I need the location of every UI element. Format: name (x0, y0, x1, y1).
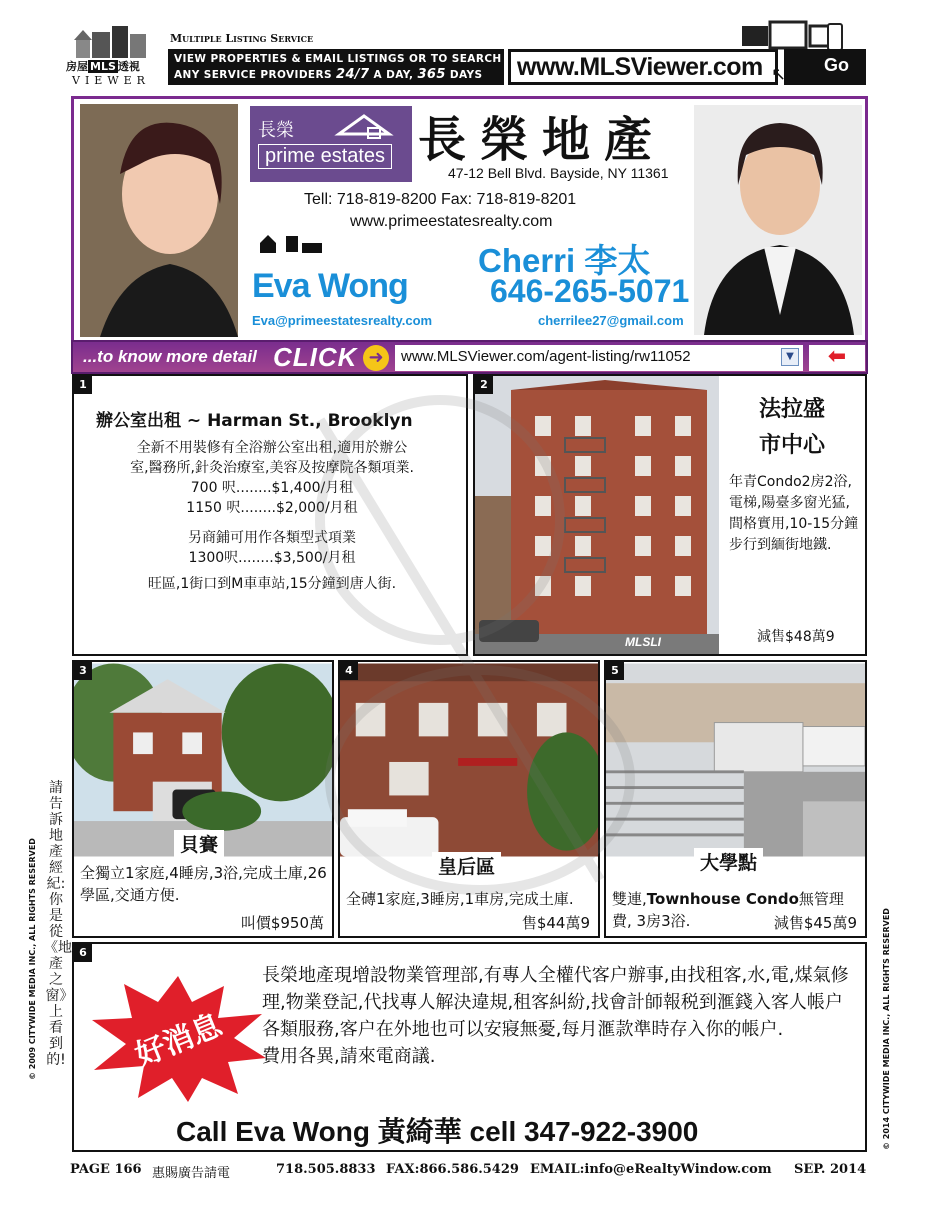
site-url-link[interactable]: www.MLSViewer.com (508, 49, 778, 85)
side-copyright-right: © 2014 CITYWIDE MEDIA INC., ALL RIGHTS RESERVED (882, 908, 891, 1150)
click-prompt: ...to know more detail (83, 347, 257, 366)
click-button[interactable]: CLICK (273, 342, 358, 372)
agent-card (71, 96, 868, 344)
listing-title: 辦公室出租 ~ Harman St., Brooklyn (96, 411, 413, 431)
cursor-arrow-icon: ↖ (771, 64, 787, 85)
listing-area-tag: 皇后區 (432, 852, 501, 879)
arrow-right-icon[interactable]: ➜ (363, 345, 389, 371)
footer-ad-cn: 惠賜廣告請電 (152, 1166, 231, 1181)
listing-line: 另商鋪可用作各類型式項業 (188, 530, 356, 546)
agent1-email[interactable]: Eva@primeestatesrealty.com (252, 313, 433, 328)
go-button[interactable]: Go (784, 49, 866, 85)
listing-url-field[interactable]: www.MLSViewer.com/agent-listing/rw11052 (395, 345, 803, 371)
listing-6-news (72, 942, 867, 1152)
listing-line: 700 呎........$1,400/月租 (190, 480, 354, 496)
listing-desc: 年青Condo2房2浴,電梯,陽臺多窗光猛,間格實用,10-15分鐘步行到緬街地鐵. (729, 474, 859, 553)
listing-number: 2 (475, 376, 493, 394)
agent2-name: Cherri 李太 (478, 242, 651, 279)
agent1-name: Eva Wong (252, 267, 408, 305)
service-title: Multiple Listing Service (170, 32, 314, 45)
listing-photo (475, 376, 719, 656)
news-body-text2: 費用各異,請來電商議. (262, 1046, 436, 1067)
footer-phone: 718.505.8833 (276, 1162, 376, 1177)
footer-email[interactable]: EMAIL:info@eRealtyWindow.com (530, 1162, 772, 1177)
side-vertical-note: 請告訴地產經紀:你是從《地產之窗》上看到的! (44, 780, 72, 1068)
listing-3[interactable] (72, 660, 334, 938)
listing-number: 4 (340, 662, 358, 680)
listing-2[interactable] (473, 374, 867, 656)
mlsli-photo-mark: MLSLI (625, 635, 661, 649)
agent2-email[interactable]: cherrilee27@gmail.com (538, 313, 684, 328)
equal-housing-realtor-icon (258, 233, 328, 255)
listing-line: 室,醫務所,針灸治療室,美容及按摩院各類項業. (130, 460, 414, 476)
tagline-line1: VIEW PROPERTIES & EMAIL LISTINGS OR TO SEARCH (174, 53, 502, 65)
listing-number: 3 (74, 662, 92, 680)
news-body (262, 962, 858, 1070)
burst-text: 好消息 (130, 1007, 227, 1074)
call-to-action: Call Eva Wong 黃綺華 cell 347-922-3900 (176, 1116, 699, 1147)
listing-number: 1 (74, 376, 92, 394)
mls-viewer-logo[interactable] (66, 24, 162, 87)
agent-photo-cherri (694, 105, 862, 335)
footer-page: PAGE 166 (70, 1162, 142, 1177)
listing-line: 1150 呎........$2,000/月租 (186, 500, 358, 516)
logo-cn-text: 房屋 MLS 透視 (66, 60, 140, 73)
listing-line: 旺區,1街口到M車車站,15分鐘到唐人街. (147, 576, 397, 592)
listing-area-tag: 貝賽 (174, 830, 224, 857)
listing-price: 叫價$950萬 (240, 914, 324, 932)
listing-body (86, 438, 458, 594)
listing-photo (74, 662, 332, 858)
listing-1 (72, 374, 468, 656)
listing-price: 減售$48萬9 (757, 629, 835, 645)
listing-desc: 全磚1家庭,3睡房,1車房,完成土庫. (346, 890, 574, 908)
news-body-text: 長榮地產現增設物業管理部,有專人全權代客户辦事,由找租客,水,電,煤氣修理,物業登記,代找專人解決違規,租客糾紛,找會計師報税到滙錢入客人帳户各類服務,客户在外地也可以安寢無憂,每月滙款準時存入你的帳户. (262, 965, 849, 1040)
footer-fax: FAX:866.586.5429 (386, 1162, 519, 1177)
company-name-cn: 長榮地產 (418, 112, 667, 168)
prime-estates-logo (250, 106, 412, 182)
listing-number: 6 (74, 944, 92, 962)
listing-area-tag: 大學點 (694, 848, 763, 875)
footer-date: SEP. 2014 (794, 1162, 867, 1177)
logo-viewer-text: VIEWER (72, 74, 150, 87)
chevron-down-icon[interactable]: ▼ (781, 348, 799, 366)
listing-5[interactable] (604, 660, 867, 938)
listing-photo (340, 662, 598, 858)
listing-price: 售$44萬9 (521, 914, 590, 932)
listing-line: 全新不用裝修有全浴辦公室出租,適用於辦公 (136, 440, 408, 456)
logo-cn: 長榮 (258, 120, 294, 141)
agent2-phone: 646-265-5071 (490, 273, 690, 309)
listing-title-line1: 法拉盛 (758, 397, 825, 422)
mls-header (66, 20, 866, 90)
good-news-burst (88, 974, 268, 1104)
company-phone-fax: Tell: 718-819-8200 Fax: 718-819-8201 (304, 191, 577, 208)
back-arrow-button[interactable]: ⬅ (809, 345, 865, 371)
listing-title (723, 392, 861, 464)
listing-desc: 全獨立1家庭,4睡房,3浴,完成土庫,26學區,交通方便. (80, 864, 327, 904)
listing-line: 1300呎........$3,500/月租 (188, 550, 356, 566)
listing-photo (606, 662, 865, 858)
side-copyright-left: © 2009 CITYWIDE MEDIA INC., ALL RIGHTS RESERVED (28, 838, 37, 1080)
listing-4[interactable] (338, 660, 600, 938)
tagline-line2: ANY SERVICE PROVIDERS 24/7 A DAY, 365 DAYS (174, 67, 483, 82)
agent-photo-eva (80, 104, 238, 337)
listing-title-line2: 市中心 (758, 433, 825, 458)
company-address: 47-12 Bell Blvd. Bayside, NY 11361 (448, 165, 669, 181)
logo-en: prime estates (258, 144, 392, 169)
tagline-banner (168, 49, 504, 85)
click-bar (71, 340, 868, 374)
listing-number: 5 (606, 662, 624, 680)
buildings-icon (72, 24, 152, 58)
listing-desc: 雙連,Townhouse Condo無管理費, 3房3浴. (612, 890, 844, 930)
company-website[interactable]: www.primeestatesrealty.com (350, 213, 553, 230)
listing-price: 減售$45萬9 (773, 914, 857, 932)
